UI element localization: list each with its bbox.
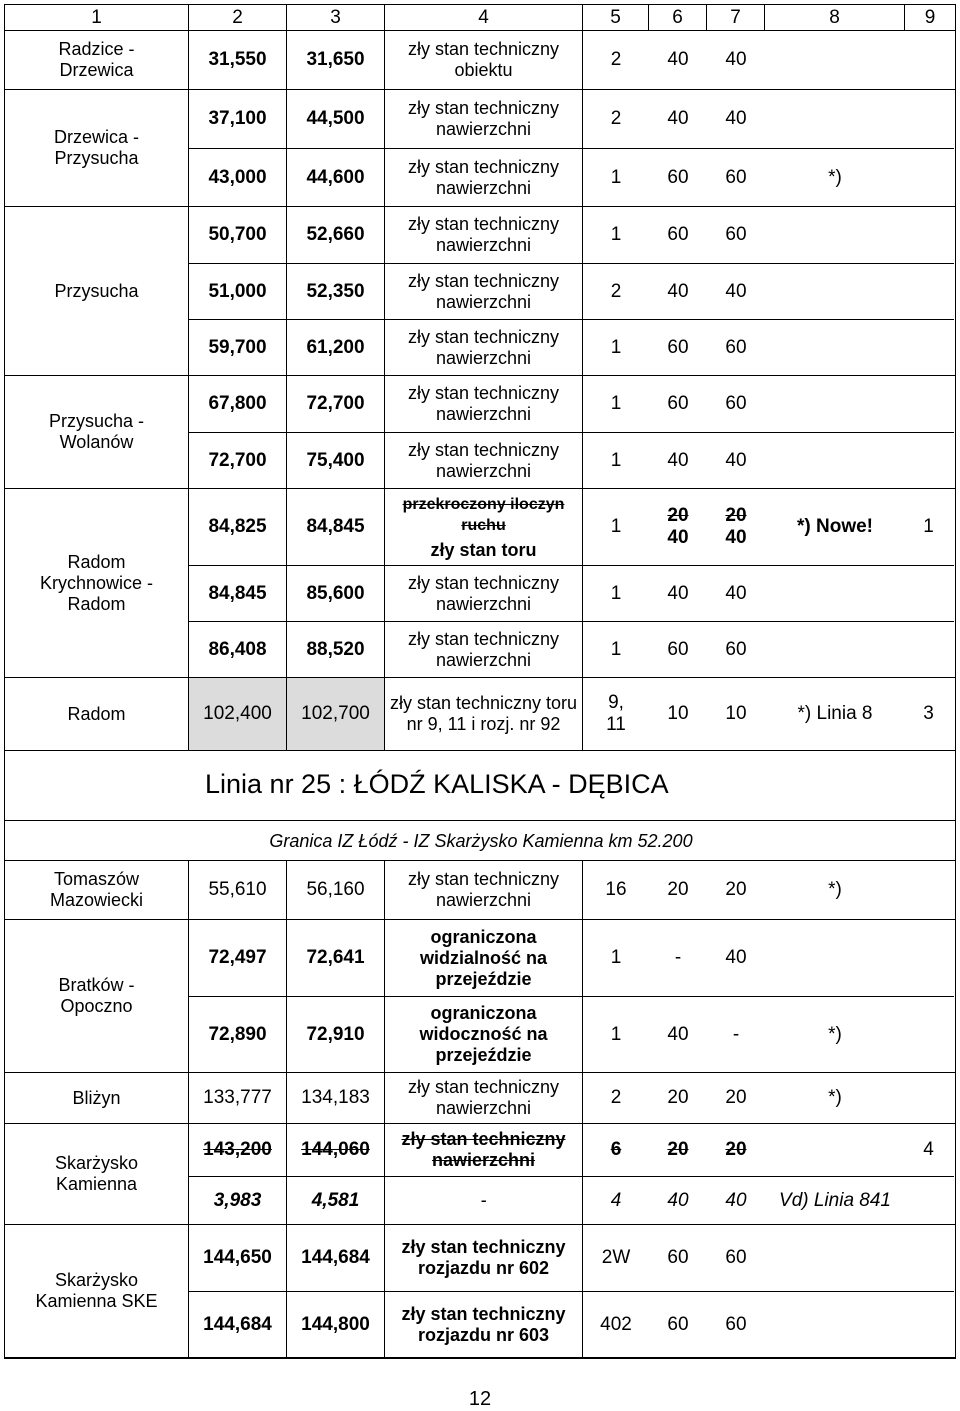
km-to: 85,600 [287,566,385,621]
reason-text: ograniczona widoczność na przejeździe [419,1003,548,1065]
header-cell: 6 [649,5,707,30]
speed-odd: 20 [667,1087,689,1108]
speed-odd: 40 [667,582,689,604]
reason-text: zły stan techniczny rozjazdu nr 603 [401,1303,566,1345]
col9-ref [905,149,952,206]
header-cell: 1 [5,5,189,30]
km-from: 67,800 [189,376,287,432]
km-to: 72,910 [287,997,385,1072]
km-to: 61,200 [287,320,385,375]
speed-even: - [732,1023,740,1045]
section-line-25 [5,861,955,1358]
speed-even: 20 [725,1087,747,1108]
km-to: 52,350 [287,264,385,319]
station-group [5,1073,955,1124]
station-name: Przysucha [5,207,189,375]
restriction-reason [385,678,583,750]
track-number: 402 [600,1313,632,1335]
col9-ref [905,1225,952,1291]
speed-even: 40 [725,947,747,968]
col9-ref [905,31,952,89]
section-line-22 [5,31,955,751]
km-from: 31,550 [189,31,287,89]
remarks: *) [828,879,842,900]
remarks [765,264,905,319]
km-from: 37,100 [189,90,287,148]
km-from: 133,777 [189,1073,287,1123]
km-to: 44,500 [287,90,385,148]
km-from: 43,000 [189,149,287,206]
km-to: 84,845 [287,489,385,565]
km-to: 144,684 [287,1225,385,1291]
col9-ref [905,433,952,488]
remarks [765,376,905,432]
reason-text: zły stan techniczny nawierzchni [407,869,560,910]
remarks [765,1124,905,1176]
remarks: *) [828,1087,842,1108]
remarks [765,622,905,677]
col9-ref [905,1073,952,1123]
speed-even [707,489,765,565]
track-number: 1 [610,336,622,358]
restriction-reason [385,264,583,319]
speed-even: 60 [725,166,747,188]
km-to: 144,800 [287,1292,385,1357]
km-from: 51,000 [189,264,287,319]
speed-even: 60 [725,1313,747,1335]
track-number: 4 [610,1189,622,1211]
km-from: 72,890 [189,997,287,1072]
remarks [765,1225,905,1291]
line-subtitle: Granica IZ Łódź - IZ Skarżysko Kamienna km 52.200 [269,831,693,851]
speed-odd: 60 [667,638,689,660]
km-to: 52,660 [287,207,385,263]
km-to: 134,183 [287,1073,385,1123]
table-row [189,996,954,1072]
restriction-reason [385,489,583,565]
speed-odd: 60 [667,336,689,358]
station-group [5,678,955,751]
station-name: Drzewica - Przysucha [5,90,189,206]
restriction-reason [385,149,583,206]
track-number: 1 [610,393,622,414]
station-name: Bliżyn [5,1073,189,1123]
table-row [189,376,954,432]
speed-even: 40 [725,582,747,604]
col9-ref [905,207,952,263]
reason-text: zły stan techniczny nawierzchni [407,1077,560,1118]
table-row [189,920,954,996]
reason-text: zły stan techniczny nawierzchni [407,572,560,614]
remarks: *) [828,1023,842,1045]
table-row [189,678,954,750]
col9-ref [905,90,952,148]
col9-ref [905,622,952,677]
km-from: 86,408 [189,622,287,677]
table-row [189,263,954,319]
remarks [765,90,905,148]
remarks [765,207,905,263]
restriction-reason [385,1292,583,1357]
col9-ref: 4 [923,1139,934,1160]
km-from: 84,845 [189,566,287,621]
track-number: 2W [601,1247,631,1268]
reason-text: zły stan techniczny nawierzchni [407,383,560,424]
km-to: 75,400 [287,433,385,488]
station-name: Radom [5,678,189,750]
speed-odd: 20 [667,1139,689,1160]
track-number: 1 [610,166,622,188]
km-to: 72,700 [287,376,385,432]
km-to: 72,641 [287,920,385,996]
table-row [189,489,954,565]
station-group [5,489,955,678]
km-from: 59,700 [189,320,287,375]
speed-odd: 40 [667,49,689,70]
col9-ref [905,997,952,1072]
new-speed: 40 [667,527,689,548]
restriction-reason [385,920,583,996]
table-row [189,861,954,919]
remarks [765,320,905,375]
header-cell: 8 [765,5,905,30]
km-to: 44,600 [287,149,385,206]
reason-text: zły stan techniczny nawierzchni [407,326,560,368]
speed-odd [649,489,707,565]
col9-ref [905,1292,952,1357]
restriction-reason [385,90,583,148]
track-number: 6 [610,1139,622,1160]
table-row [189,621,954,677]
speed-even: 20 [725,1139,747,1160]
reason-text: zły stan techniczny nawierzchni [407,628,560,670]
table-row [189,1291,954,1357]
track-number: 1 [610,638,622,660]
page-number: 12 [468,1388,492,1410]
km-to: 144,060 [287,1124,385,1176]
struck-reason: przekroczony iloczyn ruchu [402,495,565,534]
col9-ref: 3 [923,703,934,724]
table-row [189,90,954,148]
reason-text: zły stan toru [430,539,537,560]
reason-text: zły stan techniczny nawierzchni [407,98,560,139]
restriction-reason [385,997,583,1072]
col9-ref [905,264,952,319]
table-row [189,31,954,89]
table-row [189,1073,954,1123]
col9-ref [905,320,952,375]
old-speed: 20 [725,505,747,526]
track-number: 2 [610,108,622,129]
station-name: Skarżysko Kamienna [5,1124,189,1224]
km-to: 31,650 [287,31,385,89]
remarks [765,31,905,89]
speed-odd: 10 [667,703,689,724]
remarks: Vd) Linia 841 [779,1189,891,1211]
col9-ref [905,376,952,432]
speed-even: 40 [725,108,747,129]
station-group [5,376,955,489]
track-number: 2 [610,49,622,70]
restriction-reason [385,861,583,919]
restriction-reason [385,1073,583,1123]
reason-text: zły stan techniczny nawierzchni [401,1129,566,1170]
new-speed: 40 [725,527,747,548]
track-number: 2 [610,1087,622,1108]
station-name: Bratków - Opoczno [5,920,189,1072]
speed-even: 60 [725,224,747,245]
reason-text: zły stan techniczny nawierzchni [407,156,560,198]
reason-text: zły stan techniczny rozjazdu nr 602 [401,1237,566,1278]
reason-text: zły stan techniczny toru nr 9, 11 i rozj. nr 92 [389,693,578,734]
restriction-reason [385,31,583,89]
remarks [765,920,905,996]
restriction-reason [385,1225,583,1291]
reason-text: zły stan techniczny obiektu [407,39,560,80]
remarks [765,566,905,621]
km-from: 55,610 [189,861,287,919]
track-number: 2 [610,280,622,302]
restriction-reason [385,1124,583,1176]
station-name: Skarżysko Kamienna SKE [5,1225,189,1357]
speed-even: 40 [725,280,747,302]
reason-text: zły stan techniczny nawierzchni [407,270,560,312]
speed-even: 60 [725,1247,747,1268]
header-cell: 3 [287,5,385,30]
speed-odd: 40 [667,449,689,471]
table-row [189,565,954,621]
col9-ref [905,566,952,621]
reason-text: zły stan techniczny nawierzchni [407,214,560,255]
speed-odd: 60 [667,393,689,414]
col9-ref [905,1177,952,1224]
km-from: 3,983 [189,1177,287,1224]
station-group [5,31,955,90]
station-group [5,861,955,920]
speed-odd: 20 [667,879,689,900]
restriction-reason [385,207,583,263]
table-row [189,319,954,375]
header-cell: 2 [189,5,287,30]
remarks [765,433,905,488]
line-title: Linia nr 25 : ŁÓDŹ KALISKA - DĘBICA [205,769,669,799]
station-name: Radzice - Drzewica [5,31,189,89]
table-row [189,1176,954,1224]
speed-even: 60 [725,336,747,358]
track-number: 1 [610,449,622,471]
header-cell: 9 [924,6,936,28]
km-from: 50,700 [189,207,287,263]
table-row [189,432,954,488]
track-number: 1 [610,1023,622,1045]
station-group [5,1225,955,1358]
track-number: 1 [610,224,622,245]
old-speed: 20 [667,505,689,526]
restriction-reason [385,433,583,488]
table-row [189,148,954,206]
km-to: 88,520 [287,622,385,677]
speed-even: 40 [725,1189,747,1211]
station-name: Tomaszów Mazowiecki [5,861,189,919]
track-number: 1 [610,947,622,968]
km-from: 144,684 [189,1292,287,1357]
reason-text: zły stan techniczny nawierzchni [407,439,560,481]
km-from: 143,200 [189,1124,287,1176]
table-row [189,1124,954,1176]
remarks: *) Nowe! [797,516,873,537]
header-row [5,5,955,31]
restriction-reason [385,566,583,621]
station-group [5,920,955,1073]
col9-ref: 1 [923,516,934,537]
remarks: *) Linia 8 [797,703,873,724]
reason-text: ograniczona widzialność na przejeździe [419,926,548,989]
track-number: 16 [605,879,627,900]
speed-even: 40 [725,449,747,471]
col9-ref [905,861,952,919]
km-from: 72,497 [189,920,287,996]
km-to: 56,160 [287,861,385,919]
col9-ref [905,920,952,996]
speed-odd: 60 [667,224,689,245]
speed-even: 40 [725,49,747,70]
restriction-reason [385,622,583,677]
station-group [5,90,955,207]
station-name: Przysucha - Wolanów [5,376,189,488]
speed-odd: 60 [667,166,689,188]
line-subtitle-row [5,821,955,861]
remarks [765,1292,905,1357]
header-cell: 5 [583,5,649,30]
header-cell: 4 [385,5,583,30]
km-from: 144,650 [189,1225,287,1291]
track-number: 1 [610,582,622,604]
km-from: 102,400 [189,678,287,750]
km-to: 102,700 [287,678,385,750]
station-group [5,207,955,376]
station-group [5,1124,955,1225]
speed-odd: 40 [667,280,689,302]
restrictions-table [4,4,956,1359]
speed-even: 10 [725,703,747,724]
reason-text: - [480,1190,487,1210]
line-title-row [5,751,955,821]
speed-odd: 40 [667,1023,689,1045]
track-number: 1 [610,516,622,537]
remarks: *) [828,166,842,188]
km-from: 84,825 [189,489,287,565]
speed-odd: 40 [667,1189,689,1211]
speed-odd: - [674,947,682,968]
restriction-reason [385,320,583,375]
speed-even: 60 [725,393,747,414]
km-from: 72,700 [189,433,287,488]
header-cell: 7 [707,5,765,30]
track-number: 9, 11 [606,692,626,735]
km-to: 4,581 [287,1177,385,1224]
station-name: Radom Krychnowice - Radom [5,489,189,677]
table-row [189,1225,954,1291]
table-row [189,207,954,263]
speed-even: 20 [725,879,747,900]
restriction-reason [385,1177,583,1224]
speed-odd: 60 [667,1247,689,1268]
speed-odd: 40 [667,108,689,129]
restriction-reason [385,376,583,432]
speed-even: 60 [725,638,747,660]
speed-odd: 60 [667,1313,689,1335]
